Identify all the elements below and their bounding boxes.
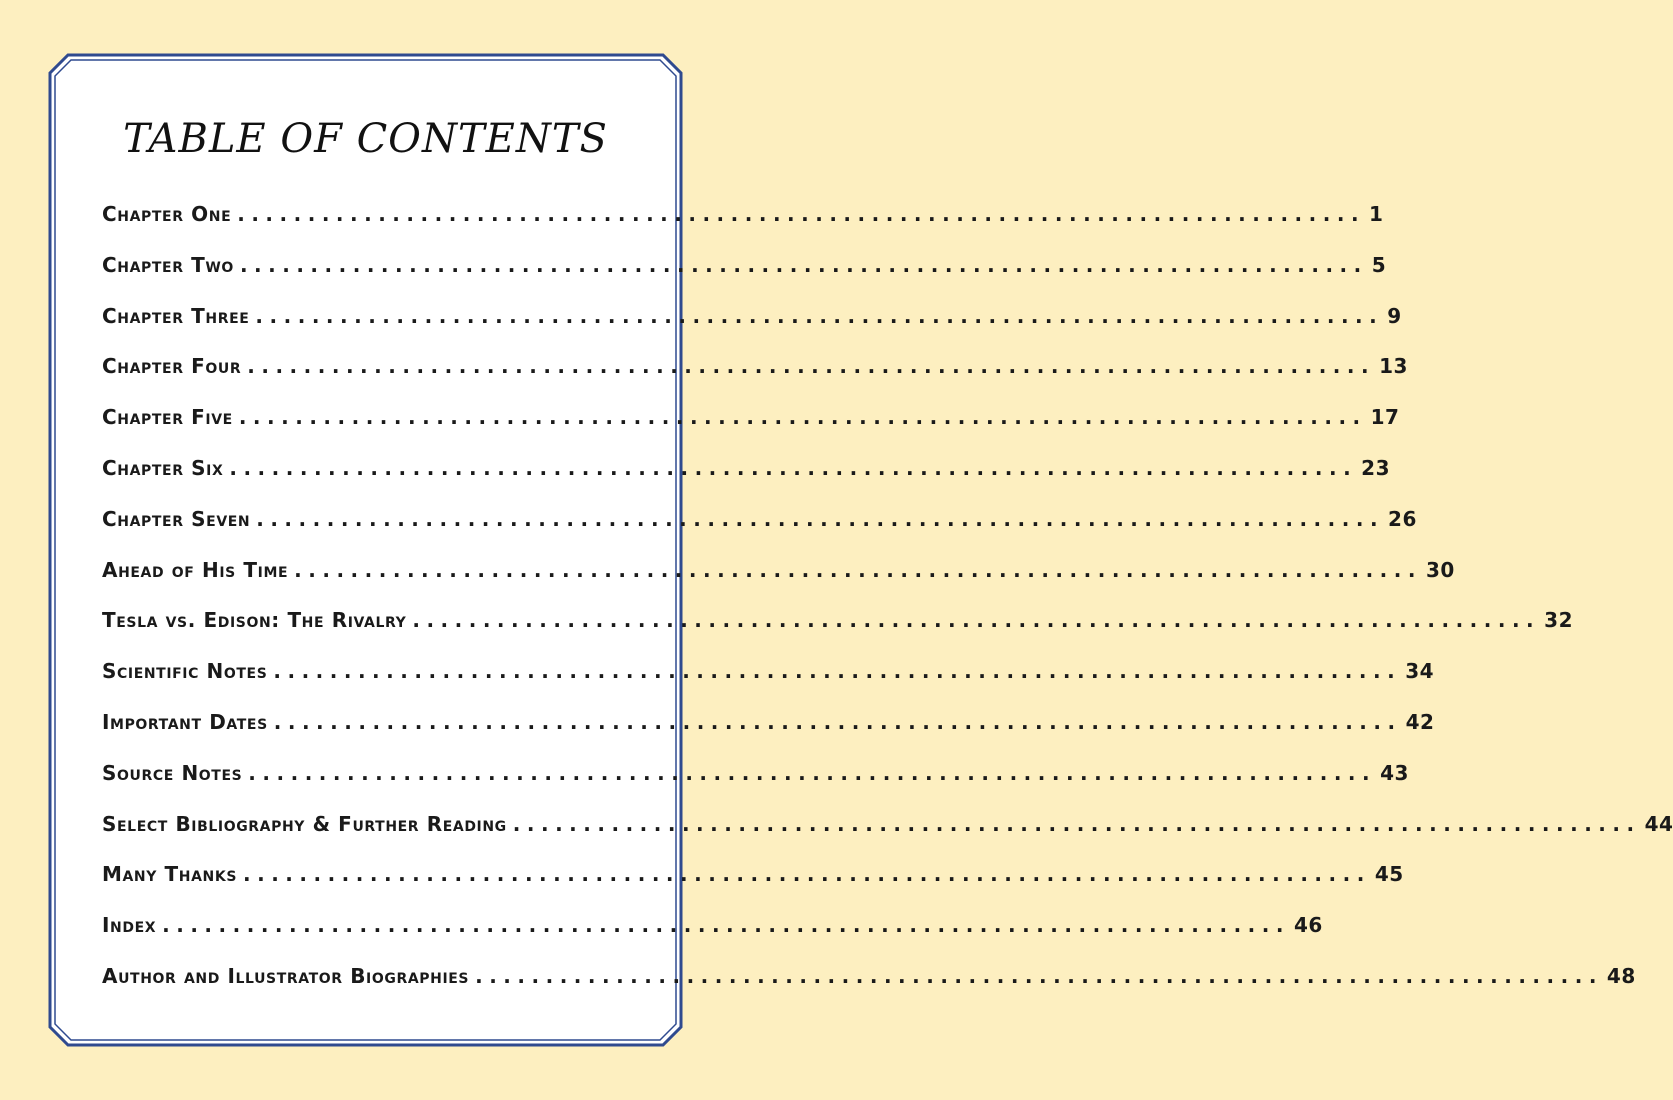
toc-entry[interactable] (102, 755, 1409, 806)
page-title: TABLE OF CONTENTS (123, 116, 608, 162)
toc-dot-leader: ................................................................................ (273, 659, 1402, 684)
toc-entry-page-number: 17 (1370, 405, 1400, 430)
toc-dot-leader: ................................................................................ (255, 303, 1384, 328)
toc-entry[interactable] (102, 856, 1404, 907)
toc-entry-page-number: 48 (1606, 963, 1636, 988)
toc-dot-leader: ................................................................................ (237, 202, 1366, 226)
toc-entry-title: Chapter Three (102, 303, 250, 328)
toc-entry[interactable] (102, 907, 1323, 958)
toc-entry[interactable] (102, 958, 1636, 1009)
toc-entry-title: Ahead of His Time (102, 557, 289, 582)
toc-entry-title: Author and Illustrator Biographies (102, 963, 470, 988)
toc-entry-title: Tesla vs. Edison: The Rivalry (102, 608, 407, 633)
toc-dot-leader: ................................................................................ (273, 709, 1402, 734)
toc-dot-leader: ................................................................................ (238, 405, 1367, 430)
toc-entry-title: Chapter Six (102, 455, 224, 480)
toc-dot-leader: ................................................................................ (162, 913, 1290, 938)
toc-dot-leader: ................................................................................ (512, 811, 1641, 836)
toc-entry[interactable] (102, 501, 1417, 552)
toc-entry[interactable] (102, 806, 1673, 857)
toc-entry[interactable] (102, 552, 1455, 603)
toc-dot-leader: ................................................................................ (229, 455, 1358, 480)
toc-entry-page-number: 42 (1405, 709, 1435, 734)
toc-dot-leader: ................................................................................ (412, 608, 1541, 633)
toc-entry-title: Scientific Notes (102, 659, 268, 684)
toc-dot-leader: ................................................................................ (256, 506, 1385, 531)
toc-dot-leader: ................................................................................ (248, 760, 1377, 785)
toc-entry-page-number: 32 (1544, 608, 1573, 633)
toc-entry-title: Many Thanks (102, 862, 237, 887)
toc-entry-page-number: 43 (1380, 760, 1409, 785)
toc-entry[interactable] (102, 450, 1391, 501)
toc-dot-leader: ................................................................................ (247, 354, 1376, 379)
toc-entry-title: Important Dates (102, 709, 268, 734)
toc-entry-title: Select Bibliography & Further Reading (102, 811, 507, 836)
toc-entry-page-number: 1 (1369, 202, 1384, 226)
toc-dot-leader: ................................................................................ (239, 252, 1368, 277)
toc-entry[interactable] (102, 298, 1402, 349)
toc-entry-title: Index (102, 913, 157, 938)
toc-entry-title: Chapter Seven (102, 506, 251, 531)
toc-dot-leader: ................................................................................ (243, 862, 1371, 887)
table-of-contents (102, 196, 1673, 1009)
toc-entry[interactable] (102, 602, 1573, 653)
toc-entry-title: Chapter Four (102, 354, 242, 379)
toc-entry-page-number: 44 (1644, 811, 1673, 836)
toc-entry[interactable] (102, 348, 1408, 399)
toc-entry-page-number: 30 (1425, 557, 1455, 582)
toc-entry[interactable] (102, 196, 1384, 247)
toc-entry-title: Chapter One (102, 202, 232, 226)
toc-entry-title: Source Notes (102, 760, 243, 785)
toc-entry-page-number: 34 (1405, 659, 1435, 684)
toc-entry-page-number: 46 (1293, 913, 1323, 938)
toc-entry-page-number: 26 (1388, 506, 1417, 531)
toc-entry-title: Chapter Five (102, 405, 233, 430)
toc-dot-leader: ................................................................................ (294, 557, 1422, 582)
toc-entry-page-number: 5 (1371, 252, 1387, 277)
toc-entry-title: Chapter Two (102, 252, 234, 277)
toc-dot-leader: ................................................................................ (475, 963, 1603, 988)
toc-entry[interactable] (102, 704, 1435, 755)
toc-entry-page-number: 9 (1387, 303, 1402, 328)
toc-entry-page-number: 23 (1361, 455, 1391, 480)
toc-entry-page-number: 45 (1374, 862, 1404, 887)
toc-entry-page-number: 13 (1379, 354, 1408, 379)
toc-entry[interactable] (102, 247, 1387, 298)
toc-entry[interactable] (102, 653, 1435, 704)
toc-entry[interactable] (102, 399, 1400, 450)
